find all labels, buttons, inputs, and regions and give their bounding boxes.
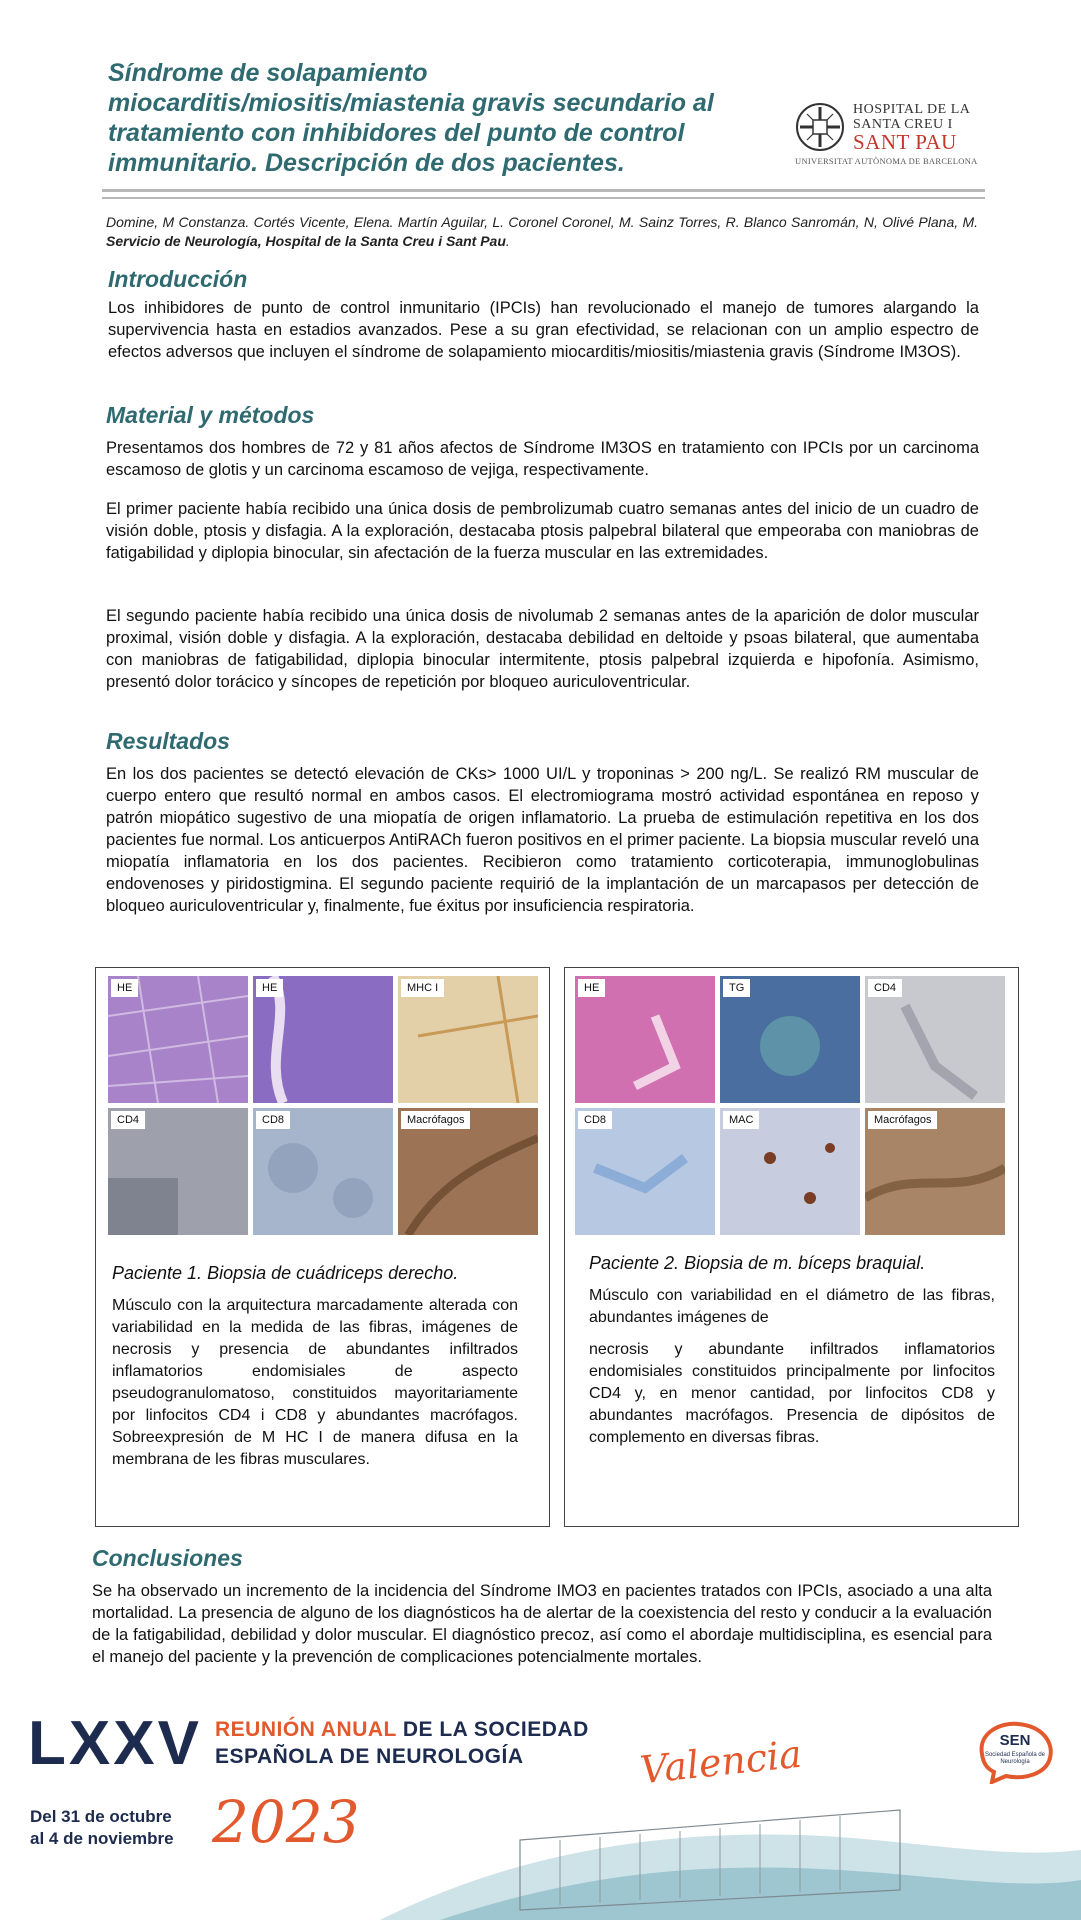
- p2-tile-6: [865, 1108, 1005, 1235]
- sen-logo-text: SEN: [999, 1732, 1031, 1749]
- p1-tile-4-label: CD4: [111, 1111, 145, 1129]
- p2-tile-1-label: HE: [578, 979, 605, 997]
- p1-caption: Paciente 1. Biopsia de cuádriceps derecho.: [112, 1263, 459, 1283]
- p1-tile-2-label: HE: [256, 979, 283, 997]
- p2-tile-5: [720, 1108, 860, 1235]
- footer-dates-1: Del 31 de octubre: [30, 1807, 172, 1826]
- hospital-seal-icon: [795, 102, 845, 152]
- p1-tile-4: [108, 1108, 248, 1235]
- patient1-panel: [95, 967, 550, 1527]
- p1-tile-1-label: HE: [111, 979, 138, 997]
- methods-p3: El segundo paciente había recibido una única dosis de nivolumab 2 semanas antes de la aparición de dolor muscular proximal, visión doble y disfagia. A la exploración, destacaba debilidad en deltoide y psoas bilateral, que aumentaba con maniobras de fatigabilidad, diplopia binocular intermitente, ptosis palpebral izquierda e hipofonía. Asimismo, presentó dolor torácico y síncopes de repetición por bloqueo auriculoventricular.: [106, 607, 979, 691]
- p1-tile-6: [398, 1108, 538, 1235]
- footer-line2: ESPAÑOLA DE NEUROLOGÍA: [215, 1745, 524, 1768]
- methods-p1: Presentamos dos hombres de 72 y 81 años afectos de Síndrome IM3OS en tratamiento con IPCIs por un carcinoma escamoso de glotis y un carcinoma escamoso de vejiga, respectivamente.: [106, 439, 979, 479]
- divider-top: [102, 189, 985, 192]
- intro-heading: Introducción: [108, 266, 248, 292]
- footer-year: 2023: [212, 1788, 360, 1856]
- p2-tile-3: [865, 976, 1005, 1103]
- patient2-panel: [564, 967, 1019, 1527]
- conclusions-text: Se ha observado un incremento de la incidencia del Síndrome IMO3 en pacientes tratados con IPCIs, asociado a una alta mortalidad. La presencia de alguno de los diagnósticos ha de alertar de la coexistencia del resto y conducir a la evaluación de la fatigabilidad, debilidad y dolor muscular. El diagnóstico precoz, así como el abordaje multidisciplina, es esencial para el manejo del paciente y la prevención de complicaciones potencialmente mortales.: [92, 1582, 992, 1666]
- p1-text: Músculo con la arquitectura marcadamente alterada con variabilidad en la medida de las fibras, imágenes de necrosis y presencia de abundantes infiltrados inflamatorios endomisiales de aspecto pseudogranulomatoso, constituidos mayoritariamente por linfocitos CD4 i CD8 y abundantes macrófagos. Sobreexpresión de M HC I de manera difusa en la membrana de les fibras musculares.: [112, 1297, 518, 1468]
- results-heading: Resultados: [106, 728, 230, 754]
- p2-text1: Músculo con variabilidad en el diámetro de las fibras, abundantes imágenes de: [589, 1287, 995, 1326]
- sen-logo-subtext: Sociedad Española de Neurología: [984, 1752, 1046, 1765]
- sen-logo: [972, 1718, 1058, 1784]
- p2-caption: Paciente 2. Biopsia de m. bíceps braquial.: [589, 1253, 926, 1273]
- poster-title: Síndrome de solapamiento miocarditis/miositis/miastenia gravis secundario al tratamiento con inhibidores del punto de control immunitario. Descripción de dos pacientes.: [108, 59, 714, 177]
- logo-line2: SANTA CREU I: [853, 117, 953, 132]
- p2-tile-4: [575, 1108, 715, 1235]
- footer-city: Valencia: [638, 1731, 804, 1793]
- footer-line1b: DE LA SOCIEDAD: [396, 1718, 589, 1741]
- p1-tile-3-label: MHC I: [401, 979, 444, 997]
- footer-dates: [30, 1806, 174, 1850]
- p2-tile-2-label: TG: [723, 979, 750, 997]
- p2-tile-4-label: CD8: [578, 1111, 612, 1129]
- methods-heading: Material y métodos: [106, 402, 315, 428]
- p2-tile-1: [575, 976, 715, 1103]
- p2-tile-5-label: MAC: [723, 1111, 759, 1129]
- hospital-logo: [795, 98, 990, 168]
- footer-roman-numeral: LXXV: [28, 1709, 202, 1778]
- authors: [106, 213, 978, 251]
- footer-line1: [215, 1718, 589, 1742]
- p1-tile-1: [108, 976, 248, 1103]
- p1-tile-5: [253, 1108, 393, 1235]
- sen-logo-icon: [972, 1718, 1058, 1784]
- methods-p2: El primer paciente había recibido una única dosis de pembrolizumab cuatro semanas antes del inicio de un cuadro de visión doble, ptosis y disfagia. A la exploración, destacaba ptosis palpebral bilateral que empeoraba con maniobras de fatigabilidad y diplopia binocular, sin afectación de la fuerza muscular en las extremidades.: [106, 500, 979, 562]
- p1-tile-2: [253, 976, 393, 1103]
- intro-text: Los inhibidores de punto de control inmunitario (IPCIs) han revolucionado el manejo de tumores alargando la supervivencia hasta en estadios avanzados. Pese a su gran efectividad, se relacionan con un amplio espectro de efectos adversos que incluyen el síndrome de solapamiento miocarditis/miositis/miastenia gravis (Síndrome IM3OS).: [108, 299, 979, 361]
- p2-tile-3-label: CD4: [868, 979, 902, 997]
- author-affiliation: Servicio de Neurología, Hospital de la Santa Creu i Sant Pau: [106, 233, 506, 249]
- divider-bottom: [102, 197, 985, 199]
- footer-dates-2: al 4 de noviembre: [30, 1829, 174, 1848]
- logo-line1: HOSPITAL DE LA: [853, 102, 971, 117]
- logo-line3: SANT PAU: [853, 130, 957, 154]
- p1-tile-3: [398, 976, 538, 1103]
- p2-tile-6-label: Macrófagos: [868, 1111, 937, 1129]
- p2-tile-2: [720, 976, 860, 1103]
- footer-line1a: REUNIÓN ANUAL: [215, 1718, 397, 1741]
- author-end: .: [505, 233, 510, 249]
- p1-tile-5-label: CD8: [256, 1111, 290, 1129]
- author-names: Domine, M Constanza. Cortés Vicente, Elena. Martín Aguilar, L. Coronel Coronel, M. Sainz Torres, R. Blanco Sanromán, N, Olivé Plana, M.: [106, 214, 978, 230]
- conclusions-heading: Conclusiones: [92, 1545, 243, 1571]
- results-text: En los dos pacientes se detectó elevación de CKs> 1000 UI/L y troponinas > 200 ng/L. Se realizó RM muscular de cuerpo entero que resultó normal en ambos casos. El electromiograma mostró actividad espontánea en reposo y patrón miopático sugestivo de una miopatía de origen inflamatorio. La prueba de estimulación repetitiva en los dos pacientes fue normal. Los anticuerpos AntiRACh fueron positivos en el primer paciente. La biopsia muscular reveló una miopatía inflamatoria en los dos pacientes. Recibieron como tratamiento corticoterapia, immunoglobulinas endovenoses y piridostigmina. El segundo paciente requirió de la implantación de un marcapasos per detección de bloqueo auriculoventricular y, finalmente, fue éxitus por insuficiencia respiratoria.: [106, 765, 979, 915]
- p1-tile-6-label: Macrófagos: [401, 1111, 470, 1129]
- logo-line4: UNIVERSITAT AUTÒNOMA DE BARCELONA: [795, 156, 978, 166]
- p2-text2: necrosis y abundante infiltrados inflamatorios endomisiales constituidos principalmente por linfocitos CD4 y, en menor cantidad, por linfocitos CD8 y abundantes macrófagos. Presencia de dipósitos de complemento en diversas fibras.: [589, 1341, 995, 1446]
